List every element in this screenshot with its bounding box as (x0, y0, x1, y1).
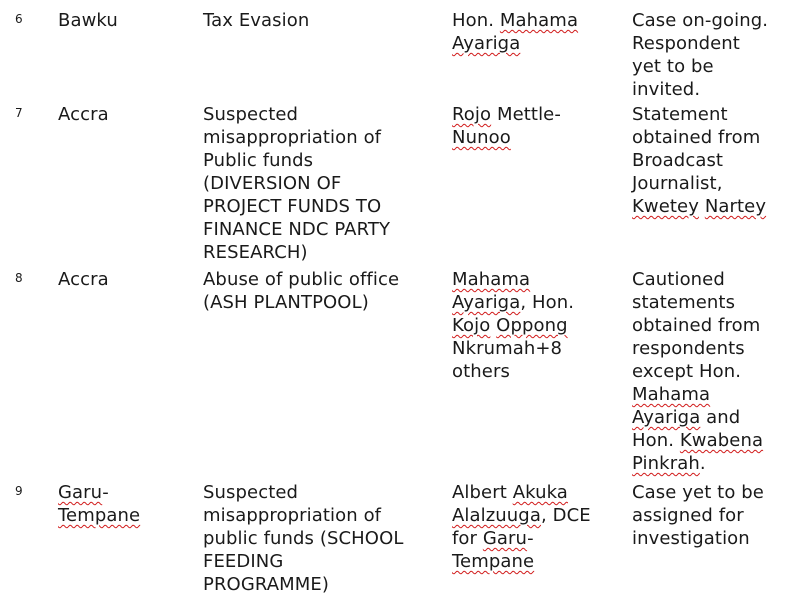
offence-line: Suspected (203, 104, 299, 125)
spellcheck-mark: Garu (482, 528, 528, 549)
respondents-line (452, 126, 622, 149)
status-line (632, 195, 800, 218)
spellcheck-mark: Pinkrah (632, 453, 700, 474)
offence-line: FINANCE NDC PARTY (203, 219, 391, 240)
spellcheck-mark: Kwetey (632, 196, 699, 217)
offence-line: Tax Evasion (203, 10, 310, 31)
status-cell (632, 481, 800, 550)
row-number: 7 (15, 106, 23, 120)
respondents-cell (452, 103, 622, 149)
status-cell (632, 9, 800, 101)
spellcheck-mark: Alalzuuga (452, 505, 541, 526)
spellcheck-mark: Mahama (499, 10, 579, 31)
status-line: invited. (632, 79, 701, 100)
status-line: yet to be (632, 56, 714, 77)
respondents-line (452, 314, 622, 337)
offence-line: public funds (SCHOOL (203, 528, 404, 549)
respondents-cell (452, 268, 622, 383)
spellcheck-mark: Ayariga (452, 292, 521, 313)
offence-line: FEEDING (203, 551, 284, 572)
status-line: obtained from (632, 315, 761, 336)
status-line: Journalist, (632, 173, 723, 194)
offence-line: (DIVERSION OF (203, 173, 342, 194)
location-line: Accra (58, 269, 109, 290)
status-cell (632, 268, 800, 475)
respondents-line (452, 268, 622, 291)
spellcheck-mark: Ayariga (632, 407, 701, 428)
status-line: Broadcast (632, 150, 724, 171)
offence-line: misappropriation of (203, 505, 382, 526)
respondents-line: Albert Akuka (452, 482, 568, 503)
respondents-line (452, 550, 622, 573)
offence-line: Abuse of public office (203, 269, 400, 290)
respondents-line: Ayariga, Hon. (452, 292, 575, 313)
row-number: 9 (15, 484, 23, 498)
spellcheck-mark: Kojo (452, 315, 491, 336)
location-line: Garu- (58, 482, 109, 503)
respondents-line: Rojo Mettle- (452, 104, 561, 125)
location-line (58, 504, 188, 527)
offence-cell (203, 103, 435, 264)
status-line (632, 383, 800, 406)
spellcheck-mark: Mahama (632, 384, 711, 405)
spellcheck-mark: Ayariga (452, 33, 521, 54)
location-cell (58, 9, 188, 32)
spellcheck-mark: Tempane (58, 505, 141, 526)
respondents-line: Hon. Mahama (452, 10, 579, 31)
offence-line: (ASH PLANTPOOL) (203, 292, 369, 313)
offence-line: Public funds (203, 150, 314, 171)
spellcheck-mark: Garu (58, 482, 103, 503)
status-line: Hon. Kwabena (632, 430, 764, 451)
spellcheck-mark: Nunoo (452, 127, 511, 148)
spellcheck-mark: Kwabena (679, 430, 764, 451)
status-line: Respondent (632, 33, 740, 54)
row-number: 6 (15, 12, 23, 26)
status-line: statements (632, 292, 736, 313)
status-line: investigation (632, 528, 750, 549)
offence-line: misappropriation of (203, 127, 382, 148)
spellcheck-mark: Mahama (452, 269, 531, 290)
status-cell (632, 103, 800, 218)
offence-line: PROJECT FUNDS TO (203, 196, 382, 217)
offence-cell (203, 481, 435, 596)
status-line: Case on-going. (632, 10, 769, 31)
status-line: Cautioned (632, 269, 725, 290)
spellcheck-mark: Akuka (512, 482, 568, 503)
respondents-line: others (452, 361, 510, 382)
status-line: Case yet to be (632, 482, 764, 503)
status-line: except Hon. (632, 361, 742, 382)
spellcheck-mark: Nartey (704, 196, 767, 217)
spellcheck-mark: Rojo (452, 104, 492, 125)
location-cell (58, 268, 188, 291)
location-cell (58, 481, 188, 527)
status-line: Ayariga and (632, 407, 741, 428)
respondents-cell (452, 9, 622, 55)
status-line: Statement (632, 104, 728, 125)
respondents-line: Nkrumah+8 (452, 338, 563, 359)
respondents-line: Alalzuuga, DCE (452, 505, 591, 526)
spellcheck-mark: Oppong (496, 315, 568, 336)
status-line: respondents (632, 338, 745, 359)
status-line: obtained from (632, 127, 761, 148)
location-line: Accra (58, 104, 109, 125)
respondents-line (452, 32, 622, 55)
row-number: 8 (15, 271, 23, 285)
offence-line: Suspected (203, 482, 299, 503)
status-line: assigned for (632, 505, 744, 526)
offence-line: RESEARCH) (203, 242, 308, 263)
offence-line: PROGRAMME) (203, 574, 330, 595)
location-cell (58, 103, 188, 126)
respondents-line: for Garu- (452, 528, 534, 549)
location-line: Bawku (58, 10, 118, 31)
respondents-cell (452, 481, 622, 573)
offence-cell (203, 268, 435, 314)
status-line: Pinkrah. (632, 453, 706, 474)
offence-cell (203, 9, 435, 32)
spellcheck-mark: Tempane (452, 551, 535, 572)
cropped-next-row (0, 591, 800, 601)
